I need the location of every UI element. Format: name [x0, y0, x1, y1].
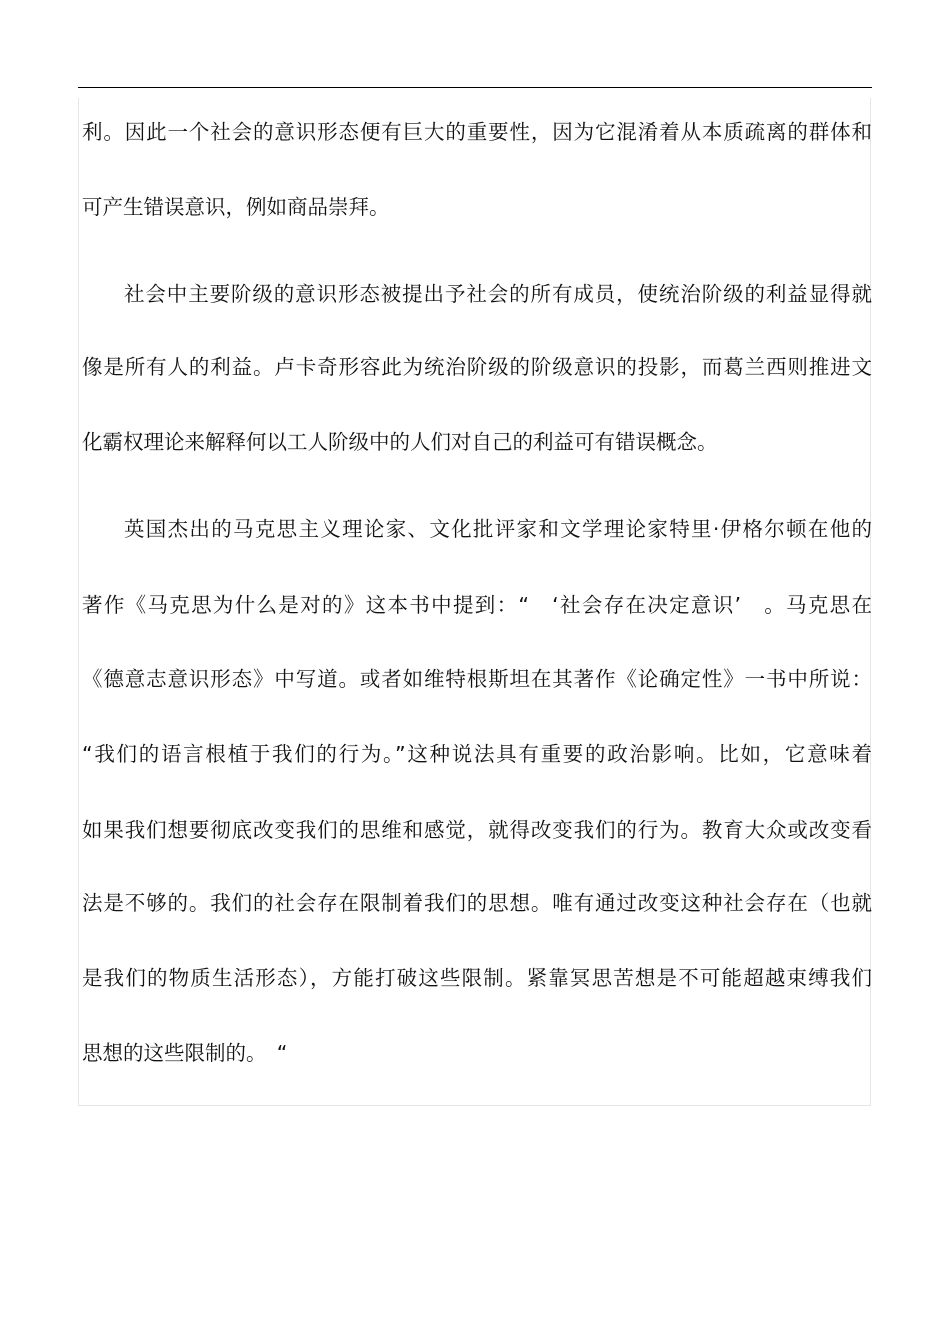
text-line-1: 利。因此一个社会的意识形态便有巨大的重要性，因为它混淆着从本质疏离的群体和: [82, 120, 872, 144]
text-line-7: 著作《马克思为什么是对的》这本书中提到：“ ‘社会存在决定意识’ 。马克思在: [82, 593, 872, 617]
header-rule: [78, 87, 872, 88]
text-line-12: 是我们的物质生活形态），方能打破这些限制。紧靠冥思苦想是不可能超越束缚我们: [82, 966, 872, 990]
text-line-11: 法是不够的。我们的社会存在限制着我们的思想。唯有通过改变这种社会存在（也就: [82, 891, 872, 915]
text-line-8: 《德意志意识形态》中写道。或者如维特根斯坦在其著作《论确定性》一书中所说：: [82, 667, 872, 691]
text-line-2: 可产生错误意识，例如商品崇拜。: [82, 195, 390, 219]
text-line-5: 化霸权理论来解释何以工人阶级中的人们对自己的利益可有错误概念。: [82, 430, 718, 454]
text-line-6: 英国杰出的马克思主义理论家、文化批评家和文学理论家特里·伊格尔顿在他的: [124, 517, 872, 541]
text-line-4: 像是所有人的利益。卢卡奇形容此为统治阶级的阶级意识的投影，而葛兰西则推进文: [82, 355, 872, 379]
text-line-13: 思想的这些限制的。 “: [82, 1041, 288, 1065]
text-line-9: “我们的语言根植于我们的行为。”这种说法具有重要的政治影响。比如，它意味着: [82, 742, 872, 766]
text-line-3: 社会中主要阶级的意识形态被提出予社会的所有成员，使统治阶级的利益显得就: [124, 282, 872, 306]
text-line-10: 如果我们想要彻底改变我们的思维和感觉，就得改变我们的行为。教育大众或改变看: [82, 818, 872, 842]
